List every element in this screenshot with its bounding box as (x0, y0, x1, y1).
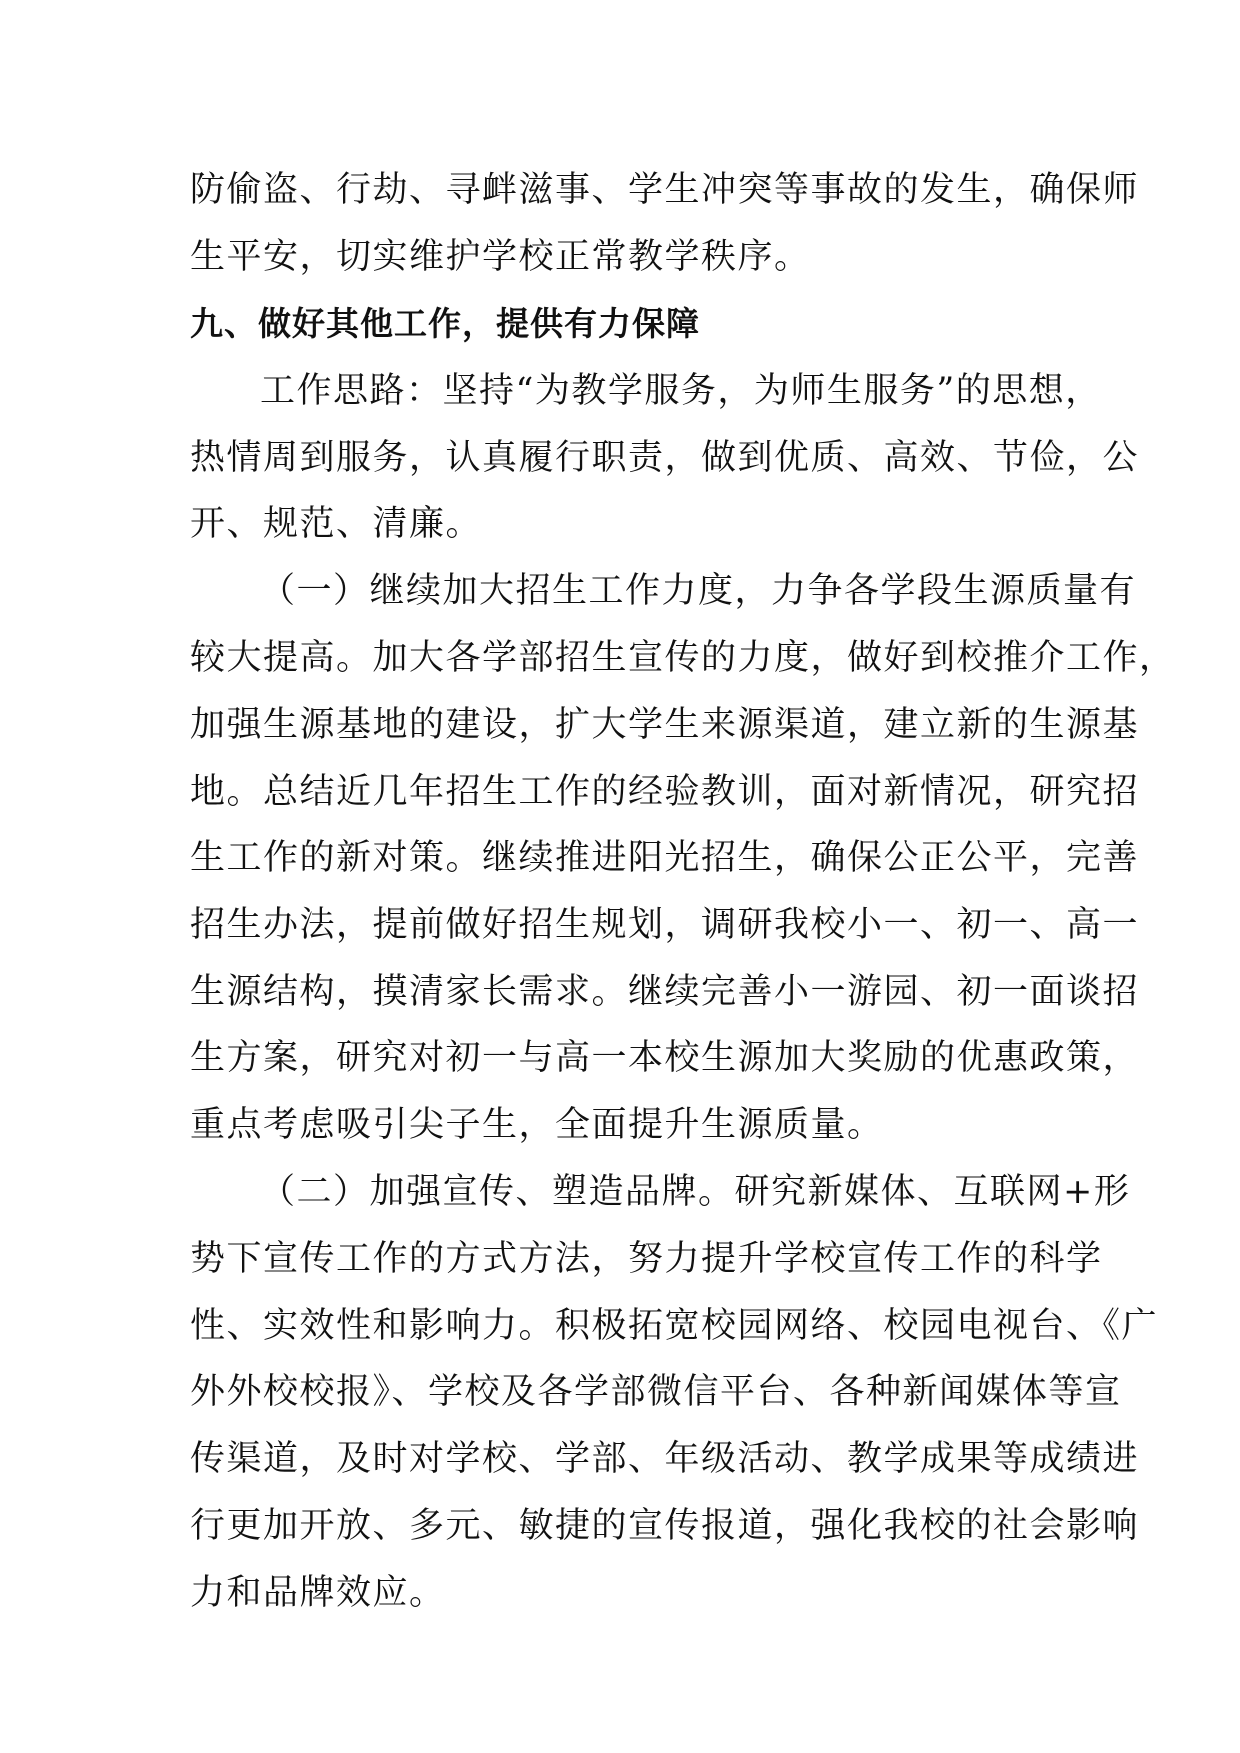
text-line: 开、规范、清廉。 (190, 504, 483, 544)
text-line: 传渠道，及时对学校、学部、年级活动、教学成果等成绩进 (190, 1439, 1140, 1479)
text-line: 较大提高。加大各学部招生宣传的力度，做好到校推介工作， (190, 638, 1176, 678)
text-line: 生源结构，摸清家长需求。继续完善小一游园、初一面谈招 (190, 972, 1140, 1012)
text-line: 热情周到服务，认真履行职责，做到优质、高效、节俭，公 (190, 438, 1140, 478)
text-line: 性、实效性和影响力。积极拓宽校园网络、校园电视台、《广 (190, 1306, 1159, 1346)
paragraph-start: 工作思路：坚持“为教学服务，为师生服务”的思想， (260, 371, 1102, 411)
text-line: 加强生源基地的建设，扩大学生来源渠道，建立新的生源基 (190, 705, 1140, 745)
text-line: 力和品牌效应。 (190, 1573, 446, 1613)
text-line: 势下宣传工作的方式方法，努力提升学校宣传工作的科学 (190, 1239, 1103, 1279)
text-line: 生平安，切实维护学校正常教学秩序。 (190, 237, 811, 277)
section-heading: 九、做好其他工作，提供有力保障 (190, 304, 700, 343)
text-line: 重点考虑吸引尖子生，全面提升生源质量。 (190, 1105, 884, 1145)
text-line: 地。总结近几年招生工作的经验教训，面对新情况，研究招 (190, 772, 1140, 812)
text-line: 生方案，研究对初一与高一本校生源加大奖励的优惠政策， (190, 1038, 1140, 1078)
paragraph-start: （二）加强宣传、塑造品牌。研究新媒体、互联网+形 (260, 1172, 1131, 1212)
text-line: 防偷盗、行劫、寻衅滋事、学生冲突等事故的发生，确保师 (190, 170, 1140, 210)
paragraph-start: （一）继续加大招生工作力度，力争各学段生源质量有 (260, 571, 1137, 611)
text-line: 外外校校报》、学校及各学部微信平台、各种新闻媒体等宣 (190, 1372, 1122, 1412)
text-line: 招生办法，提前做好招生规划，调研我校小一、初一、高一 (190, 905, 1140, 945)
text-line: 行更加开放、多元、敏捷的宣传报道，强化我校的社会影响 (190, 1506, 1140, 1546)
text-line: 生工作的新对策。继续推进阳光招生，确保公正公平，完善 (190, 838, 1140, 878)
